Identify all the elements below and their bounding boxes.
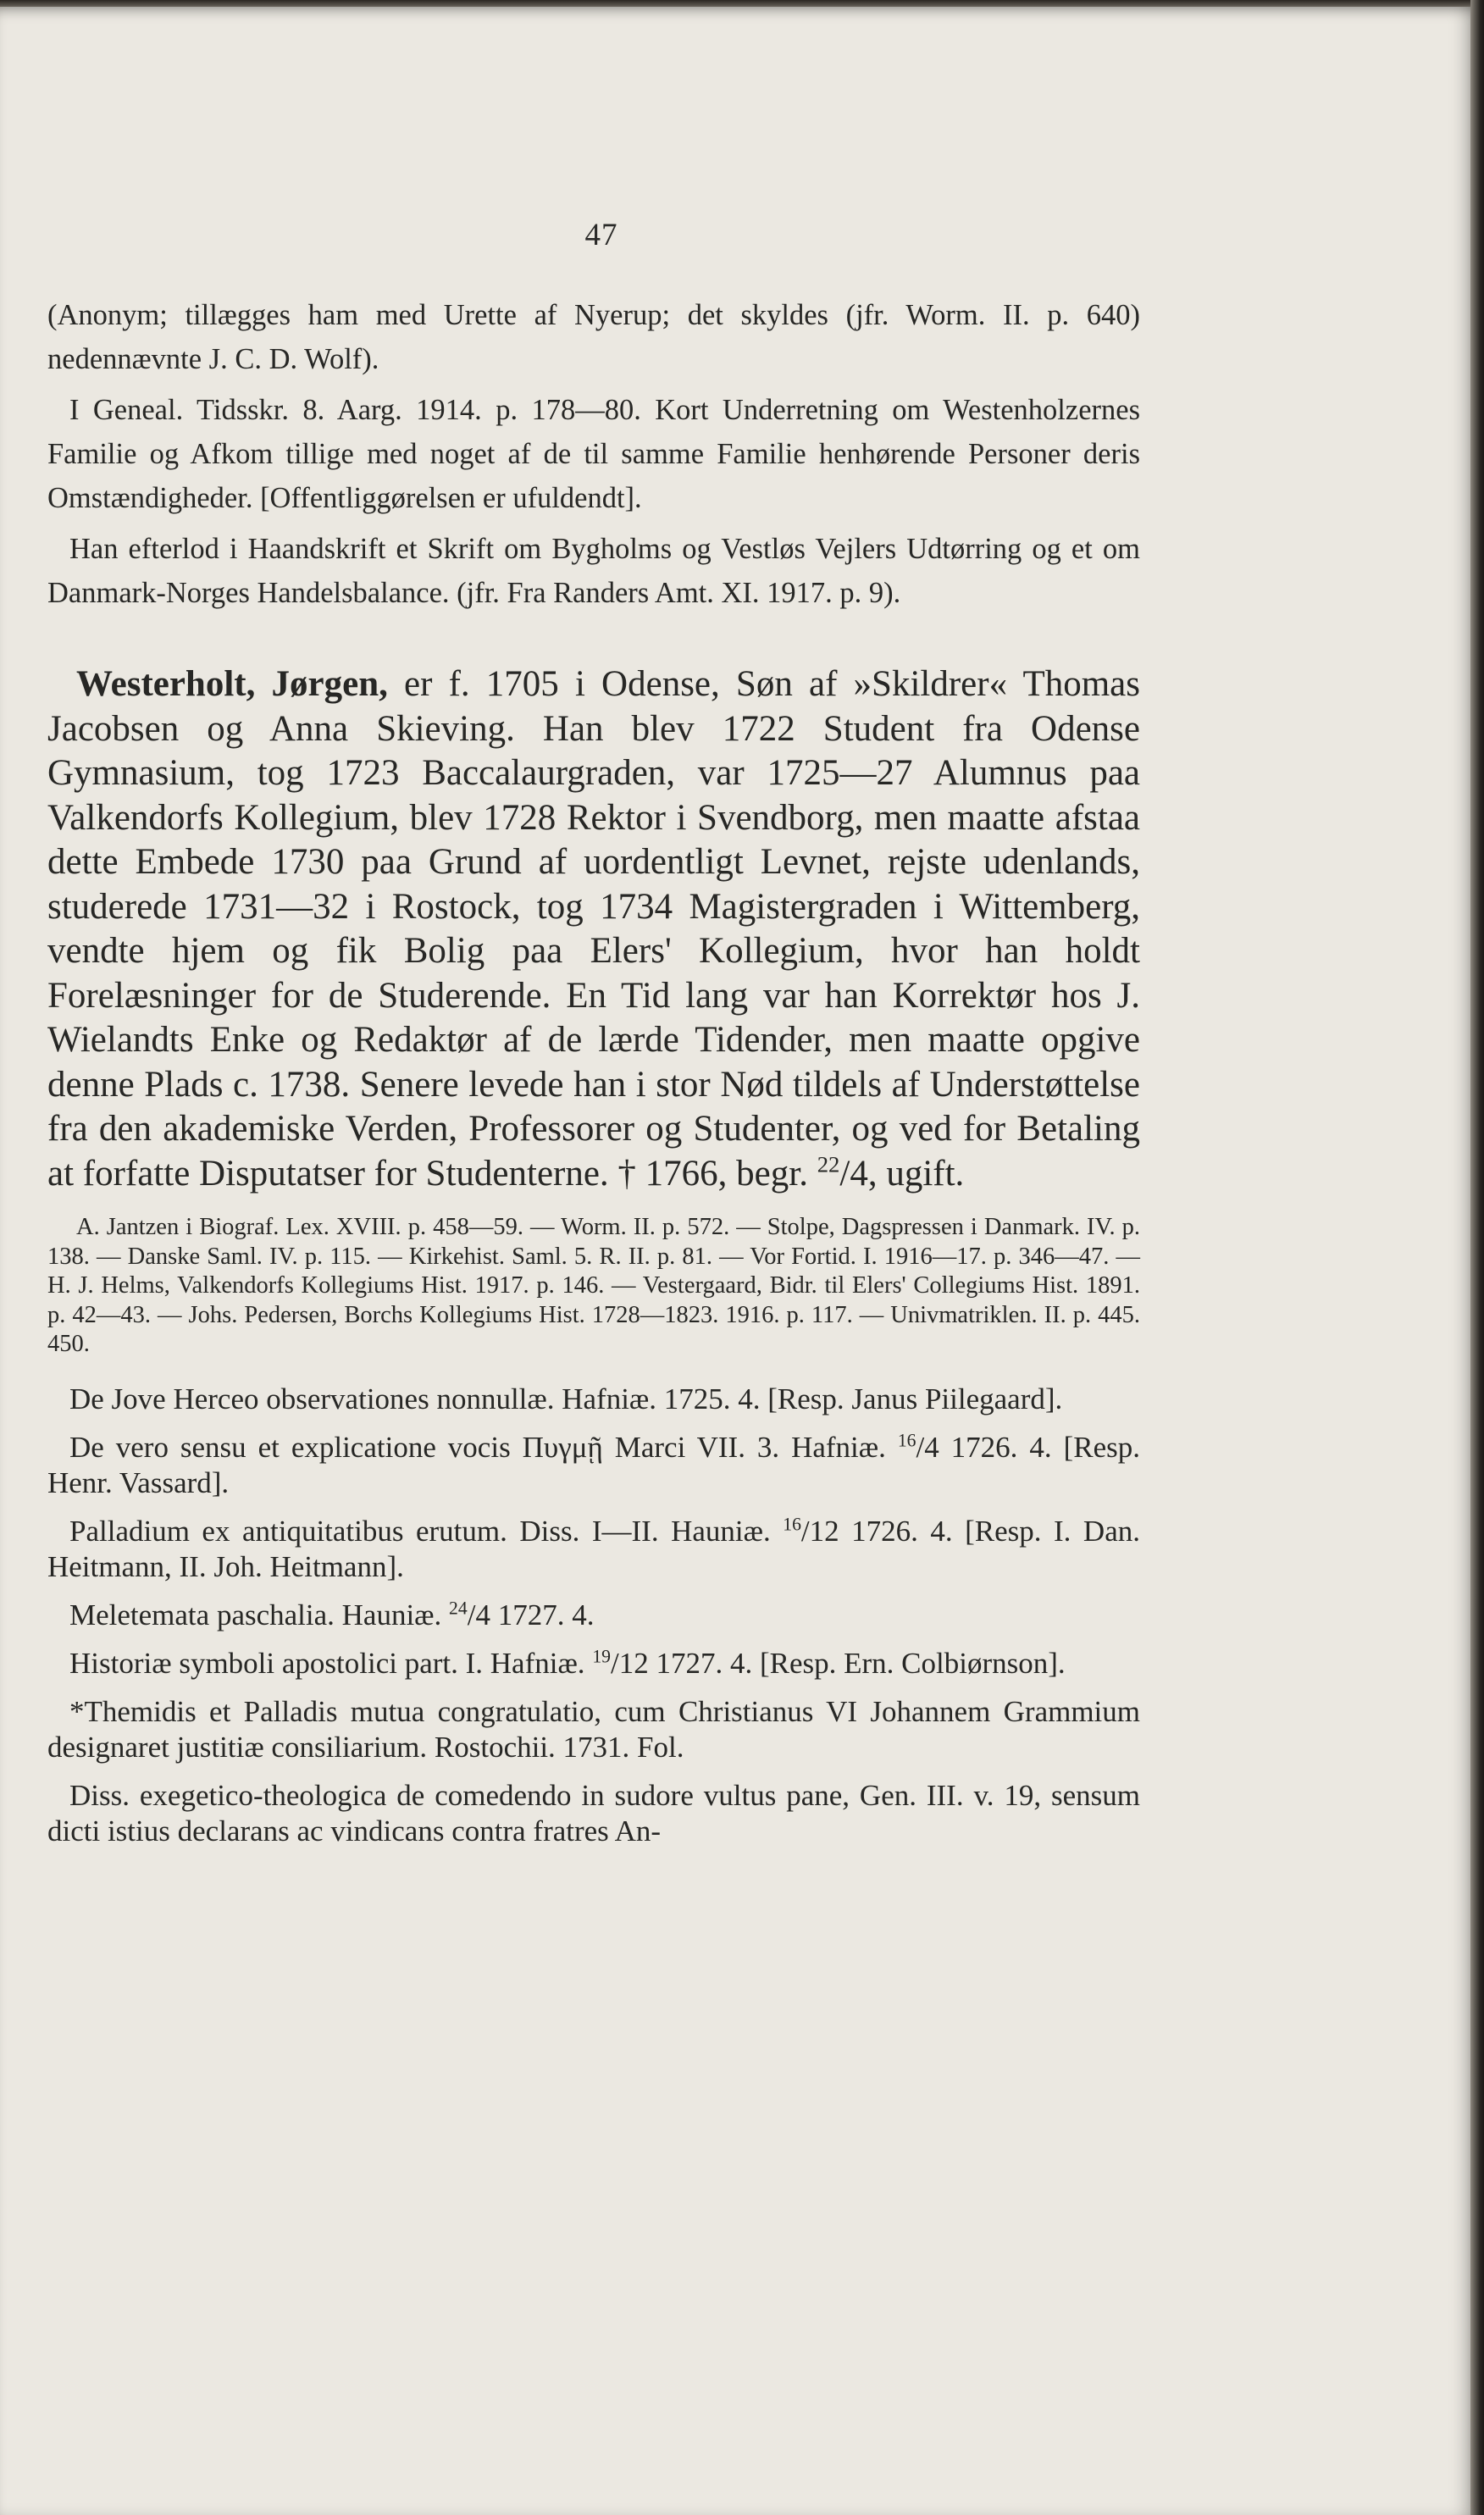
biography-entry: [47, 662, 1140, 1196]
intro-section: [47, 293, 1140, 615]
burial-day: 22: [817, 1151, 840, 1177]
intro-paragraph: Han efterlod i Haandskrift et Skrift om Bygholms og Vestløs Vejlers Udtørring og et om Danmark-Norges Handelsbalance. (jfr. Fra Randers Amt. XI. 1917. p. 9).: [47, 533, 1140, 609]
page-number: 47: [584, 218, 618, 252]
work-item: Diss. exegetico-theologica de comedendo in sudore vultus pane, Gen. III. v. 19, sensum dicti istius declarans ac vindicans contra fratres An-: [47, 1778, 1140, 1847]
page-text: [47, 293, 1140, 1862]
works-list: [47, 1382, 1140, 1849]
work-item: Palladium ex antiquitatibus erutum. Diss. I—II. Hauniæ. $^{16}$/12 1726. 4. [Resp. I. Dan. Heitmann, II. Joh. Heitmann].: [47, 1513, 1140, 1583]
entry-body: er f. 1705 i Odense, Søn af »Skildrer« Thomas Jacobsen og Anna Skieving. Han blev 1722 Student fra Odense Gymnasium, tog 1723 Baccalaurgraden, var 1725—27 Alumnus paa Valkendorfs Kollegium, blev 1728 Rektor i Svendborg, men maatte afstaa dette Embede 1730 paa Grund af uordentligt Levnet, rejste udenlands, studerede 1731—32 i Rostock, tog 1734 Magistergraden i Wittemberg, vendte hjem og fik Bolig paa Elers' Kollegium, hvor han holdt Forelæsninger for de Studerende. En Tid lang var han Korrektør hos J. Wielandts Enke og Redaktør af de lærde Tidender, men maatte opgive denne Plads c. 1738. Senere levede han i stor Nød tildels af Understøttelse fra den akademiske Verden, Professorer og Studenter, og ved for Betaling at forfatte Disputatser for Studenterne. † 1766, begr.: [47, 664, 1140, 1194]
book-page: [0, 7, 1472, 2515]
references: A. Jantzen i Biograf. Lex. XVIII. p. 458—59. — Worm. II. p. 572. — Stolpe, Dagspressen i Danmark. IV. p. 138. — Danske Saml. IV. p. 115. — Kirkehist. Saml. 5. R. II. p. 81. — Vor Fortid. I. 1916—17. p. 346—47. — H. J. Helms, Valkendorfs Kollegiums Hist. 1917. p. 146. — Vestergaard, Bidr. til Elers' Collegiums Hist. 1891. p. 42—43. — Johs. Pedersen, Borchs Kollegiums Hist. 1728—1823. 1916. p. 117. — Univmatriklen. II. p. 445. 450.: [47, 1214, 1140, 1357]
work-item: *Themidis et Palladis mutua congratulatio, cum Christianus VI Johannem Grammium designaret justitiæ consiliarium. Rostochii. 1731. Fol.: [47, 1694, 1140, 1764]
work-item: Historiæ symboli apostolici part. I. Hafniæ. $^{19}$/12 1727. 4. [Resp. Ern. Colbiørnson].: [69, 1645, 1066, 1680]
work-item: De Jove Herceo observationes nonnullæ. Hafniæ. 1725. 4. [Resp. Janus Piilegaard].: [69, 1382, 1063, 1415]
work-item: De vero sensu et explicatione vocis Πυγμῇ Marci VII. 3. Hafniæ. $^{16}$/4 1726. 4. [Resp. Henr. Vassard].: [47, 1429, 1140, 1499]
burial-month: /4, ugift.: [839, 1153, 965, 1194]
entry-name: Westerholt, Jørgen,: [76, 664, 388, 704]
book-spine: [1470, 0, 1484, 2515]
intro-paragraph: I Geneal. Tidsskr. 8. Aarg. 1914. p. 178—80. Kort Underretning om Westenholzernes Familie og Afkom tillige med noget af de til samme Familie henhørende Personer deris Omstændigheder. [Offentliggørelsen er ufuldendt].: [47, 394, 1140, 514]
intro-paragraph: (Anonym; tillægges ham med Urette af Nyerup; det skyldes (jfr. Worm. II. p. 640) nedennævnte J. C. D. Wolf).: [47, 299, 1140, 375]
work-item: Meletemata paschalia. Hauniæ. $^{24}$/4 1727. 4.: [69, 1597, 595, 1631]
